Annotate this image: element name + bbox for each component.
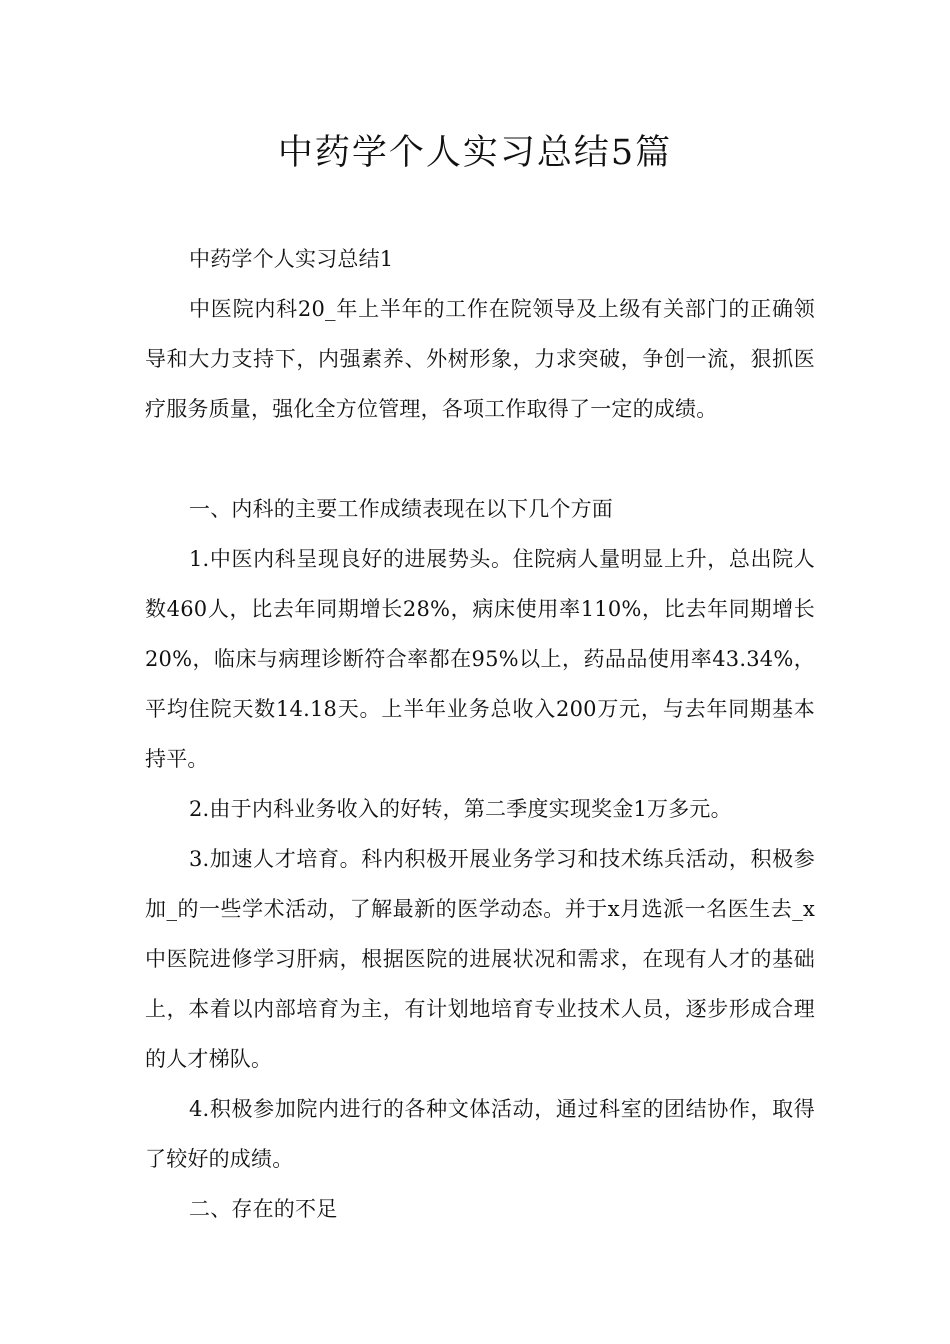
achievement-item-4: 4.积极参加院内进行的各种文体活动，通过科室的团结协作，取得了较好的成绩。 [145, 1097, 815, 1171]
section-heading-shortcomings: 二、存在的不足 [189, 1197, 338, 1221]
intro-paragraph: 中医院内科20_年上半年的工作在院领导及上级有关部门的正确领导和大力支持下，内强素养、外树形象，力求突破，争创一流，狠抓医疗服务质量，强化全方位管理，各项工作取得了一定的成绩。 [145, 297, 815, 421]
paragraph-spacer [145, 434, 815, 484]
section-heading-summary-1: 中药学个人实习总结1 [189, 247, 394, 271]
document-body [145, 234, 815, 1234]
achievement-item-1: 1.中医内科呈现良好的进展势头。住院病人量明显上升，总出院人数460人，比去年同期增长28%，病床使用率110%，比去年同期增长20%，临床与病理诊断符合率都在95%以上，药品品使用率43.34%，平均住院天数14.18天。上半年业务总收入200万元，与去年同期基本持平。 [145, 547, 815, 771]
achievement-item-2: 2.由于内科业务收入的好转，第二季度实现奖金1万多元。 [189, 797, 732, 821]
document-title: 中药学个人实习总结5篇 [277, 133, 673, 173]
section-heading-achievements: 一、内科的主要工作成绩表现在以下几个方面 [189, 497, 613, 521]
achievement-item-3: 3.加速人才培育。科内积极开展业务学习和技术练兵活动，积极参加_的一些学术活动，了解最新的医学动态。并于x月选派一名医生去_x中医院进修学习肝病，根据医院的进展状况和需求，在现有人才的基础上，本着以内部培育为主，有计划地培育专业技术人员，逐步形成合理的人才梯队。 [145, 847, 815, 1071]
